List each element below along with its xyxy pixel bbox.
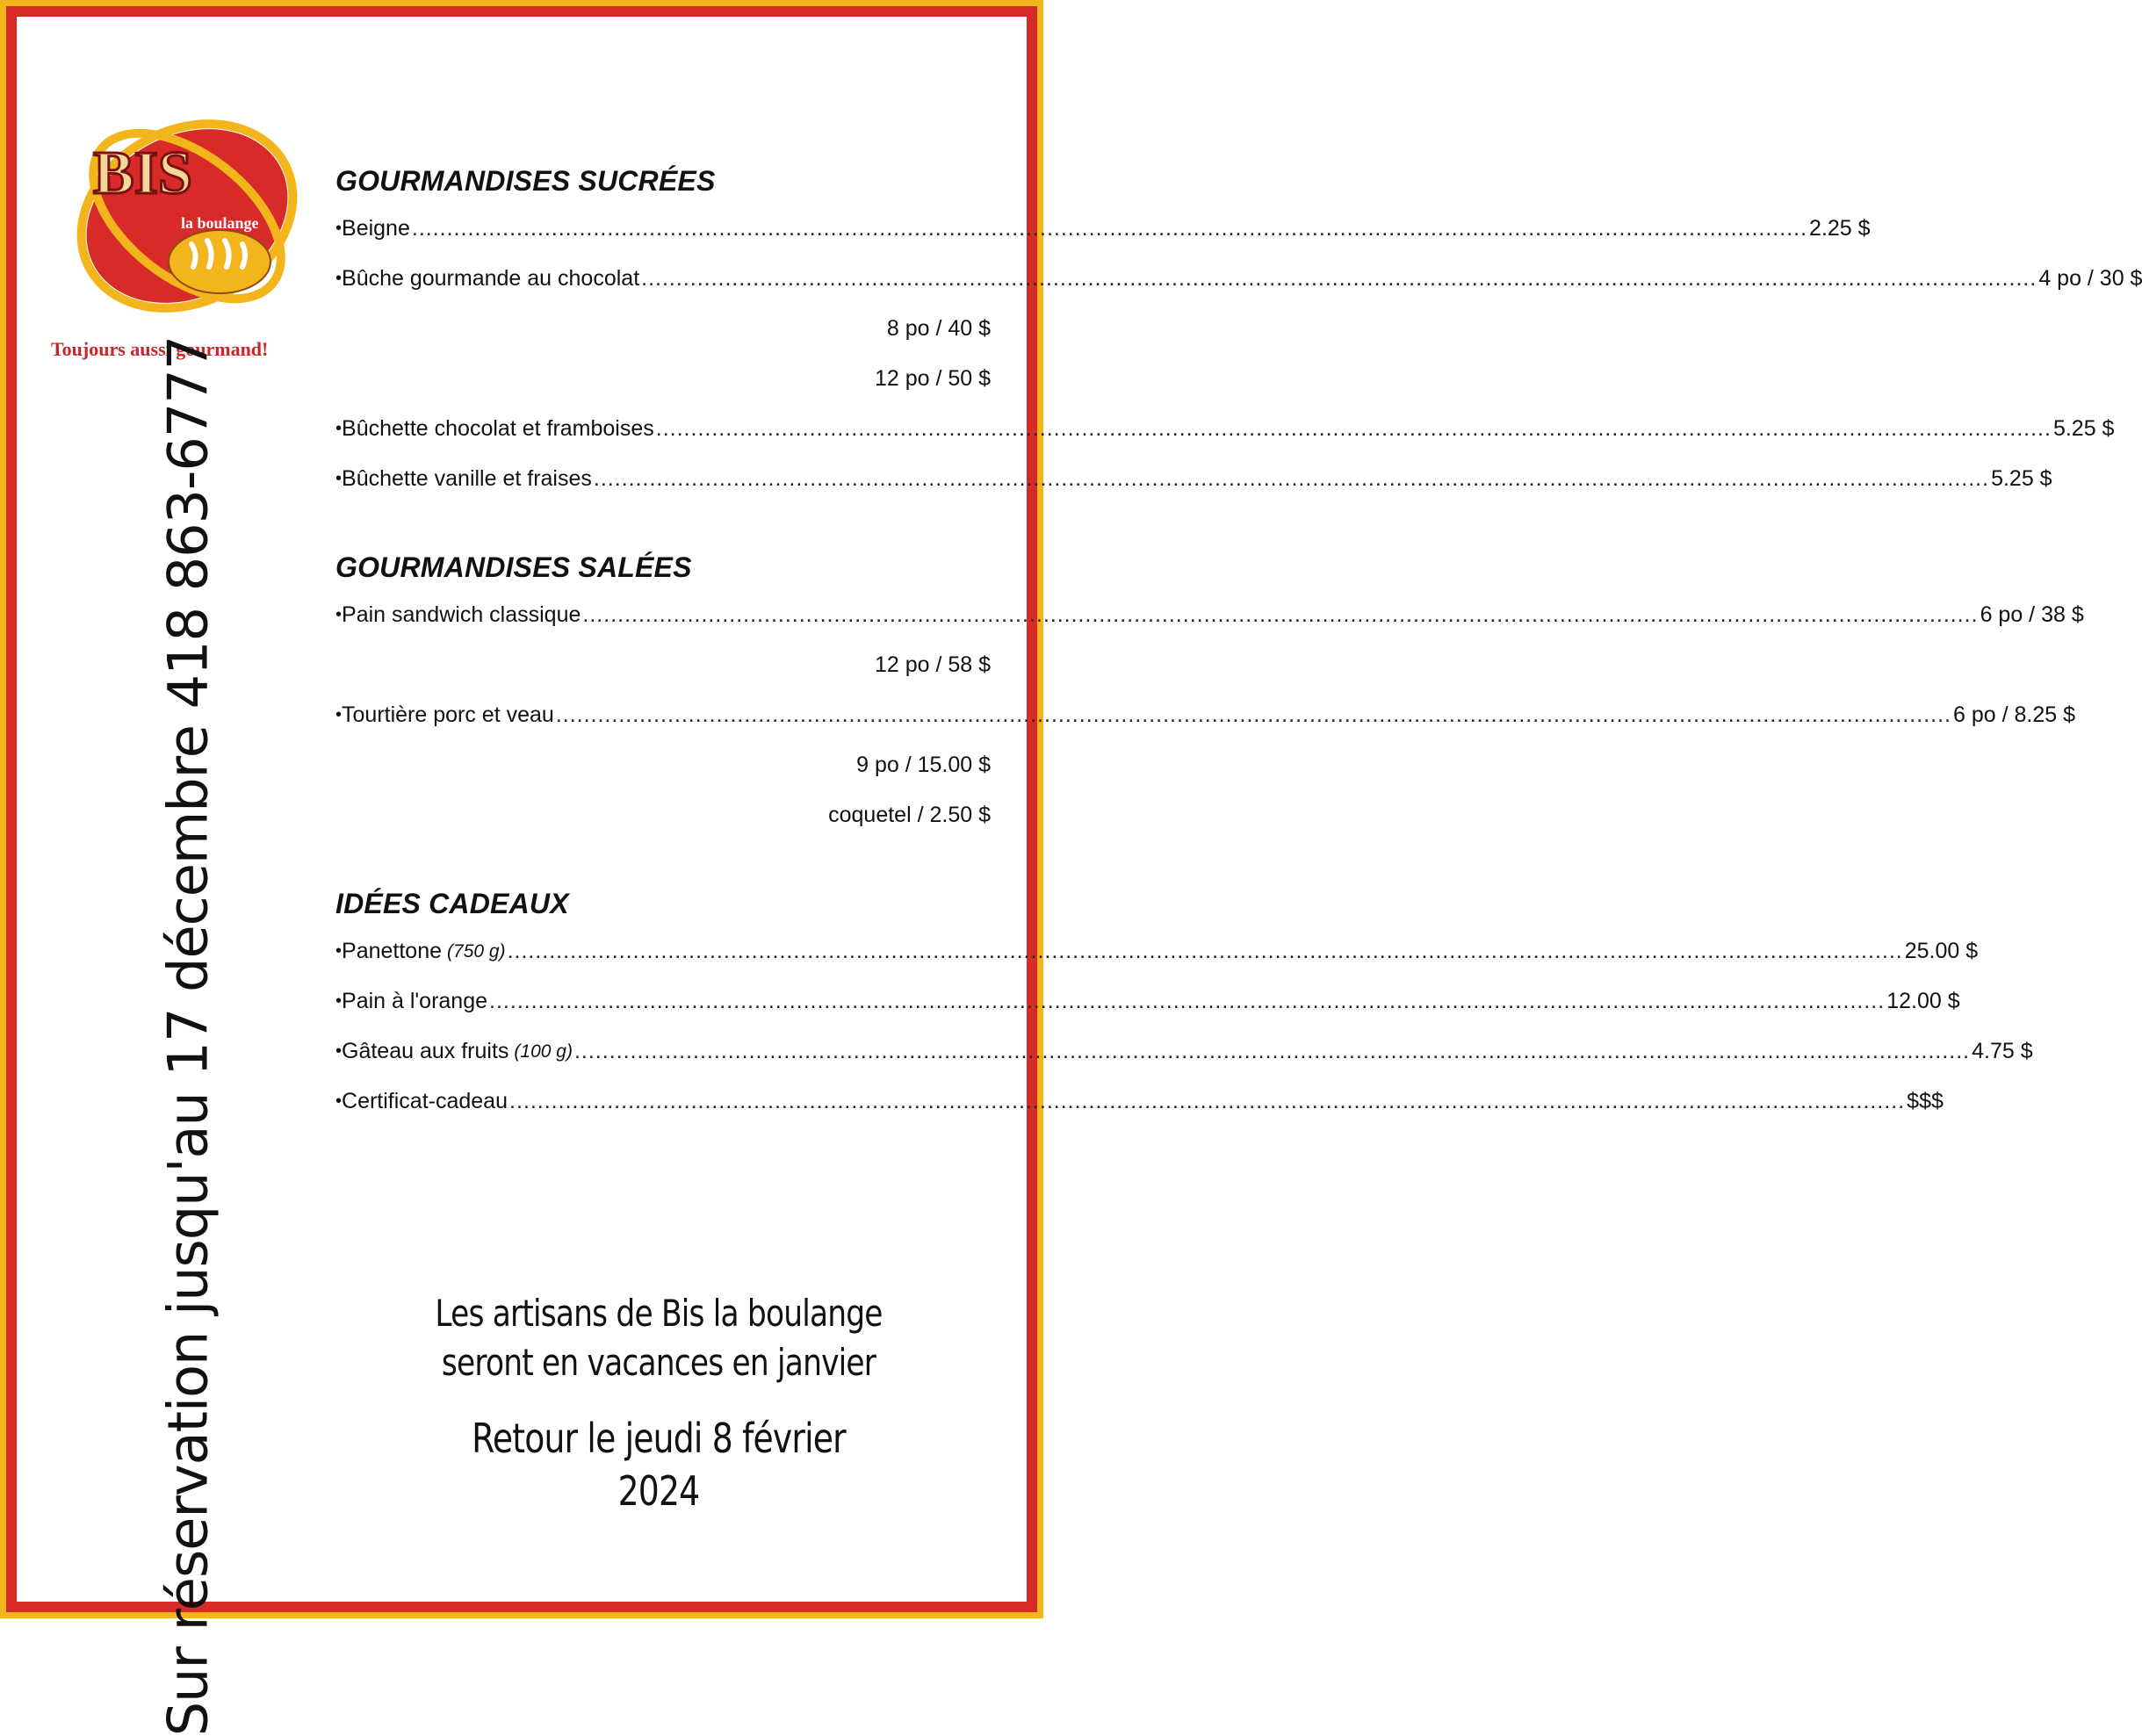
bullet-icon: •	[335, 991, 343, 1011]
section-title: GOURMANDISES SALÉES	[335, 551, 692, 583]
dot-leader: ........................................................................................................................................................................................................	[573, 1039, 1971, 1063]
item-price-option: 8 po / 40 $	[886, 316, 991, 341]
menu-section	[335, 881, 2033, 1127]
item-note: (100 g)	[514, 1041, 573, 1062]
notice-line-2: seront en vacances en janvier	[441, 1341, 876, 1384]
item-price-option: 12 po / 58 $	[874, 652, 991, 677]
dot-leader: ........................................................................................................................................................................................................	[555, 702, 1951, 727]
item-name: Tourtière porc et veau	[342, 702, 554, 727]
item-price: 4.75 $	[1972, 1039, 2033, 1063]
item-price: 25.00 $	[1904, 939, 1979, 963]
dot-leader: ........................................................................................................................................................................................................	[489, 989, 1886, 1013]
notice-line-1: Les artisans de Bis la boulange	[435, 1292, 883, 1335]
dot-leader: ........................................................................................................................................................................................................	[507, 939, 1903, 963]
menu-item	[335, 690, 2075, 740]
bullet-icon: •	[335, 269, 343, 288]
item-name: Bûche gourmande au chocolat	[342, 266, 640, 291]
reservation-text: Sur réservation jusqu'au 17 décembre 418 863-6777	[155, 335, 220, 1736]
dot-leader: ........................................................................................................................................................................................................	[655, 416, 2052, 441]
bullet-icon: •	[335, 1041, 343, 1061]
item-name: Beigne	[342, 216, 410, 241]
bullet-icon: •	[335, 419, 343, 438]
dot-leader: ........................................................................................................................................................................................................	[582, 602, 1979, 627]
closing-notice	[378, 1289, 940, 1517]
menu-section	[335, 544, 2084, 840]
item-name: Panettone	[342, 939, 443, 963]
dot-leader: ........................................................................................................................................................................................................	[641, 266, 2037, 291]
item-price-option: 9 po / 15.00 $	[856, 753, 991, 777]
menu-item	[335, 254, 2142, 304]
item-price: 5.25 $	[1991, 466, 2052, 491]
item-price: 4 po / 30 $	[2038, 266, 2142, 291]
item-name: Pain à l'orange	[342, 989, 488, 1013]
notice-return: Retour le jeudi 8 février 2024	[472, 1415, 846, 1515]
menu-item	[335, 1026, 2033, 1077]
item-price: 2.25 $	[1809, 216, 1871, 241]
bullet-icon: •	[335, 705, 343, 724]
item-name: Certificat-cadeau	[342, 1089, 508, 1113]
item-price: 12.00 $	[1886, 989, 1960, 1013]
item-price-option: 12 po / 50 $	[874, 366, 991, 391]
bullet-icon: •	[335, 469, 343, 488]
menu-item	[335, 590, 2084, 640]
item-price: 6 po / 8.25 $	[1952, 702, 2075, 727]
menu-item	[335, 976, 1960, 1026]
item-name: Bûchette vanille et fraises	[342, 466, 592, 491]
section-title: IDÉES CADEAUX	[335, 888, 569, 919]
section-title: GOURMANDISES SUCRÉES	[335, 165, 716, 197]
bullet-icon: •	[335, 941, 343, 961]
dot-leader: ........................................................................................................................................................................................................	[593, 466, 1990, 491]
item-name: Pain sandwich classique	[342, 602, 581, 627]
item-note: (750 g)	[447, 941, 506, 962]
tagline: Toujours aussi gourmand!	[51, 338, 269, 360]
menu-section	[335, 158, 2142, 504]
menu	[335, 158, 2142, 1167]
item-price-option: coquetel / 2.50 $	[828, 803, 991, 827]
menu-item	[335, 204, 1871, 254]
menu-item	[335, 1077, 1944, 1127]
item-price: $$$	[1907, 1089, 1944, 1113]
bullet-icon: •	[335, 605, 343, 624]
bis-logo	[69, 104, 306, 332]
menu-item	[335, 926, 1979, 976]
item-name: Bûchette chocolat et framboises	[342, 416, 654, 441]
item-name: Gâteau aux fruits	[342, 1039, 509, 1063]
bullet-icon: •	[335, 1091, 343, 1111]
item-price: 6 po / 38 $	[1980, 602, 2084, 627]
logo-sub: la boulange	[181, 214, 259, 232]
dot-leader: ........................................................................................................................................................................................................	[411, 216, 1808, 241]
menu-item	[335, 404, 2115, 454]
menu-item	[335, 454, 2052, 504]
item-price: 5.25 $	[2052, 416, 2115, 441]
dot-leader: ........................................................................................................................................................................................................	[509, 1089, 1906, 1113]
logo-brand: BIS	[93, 140, 192, 207]
bullet-icon: •	[335, 219, 343, 238]
